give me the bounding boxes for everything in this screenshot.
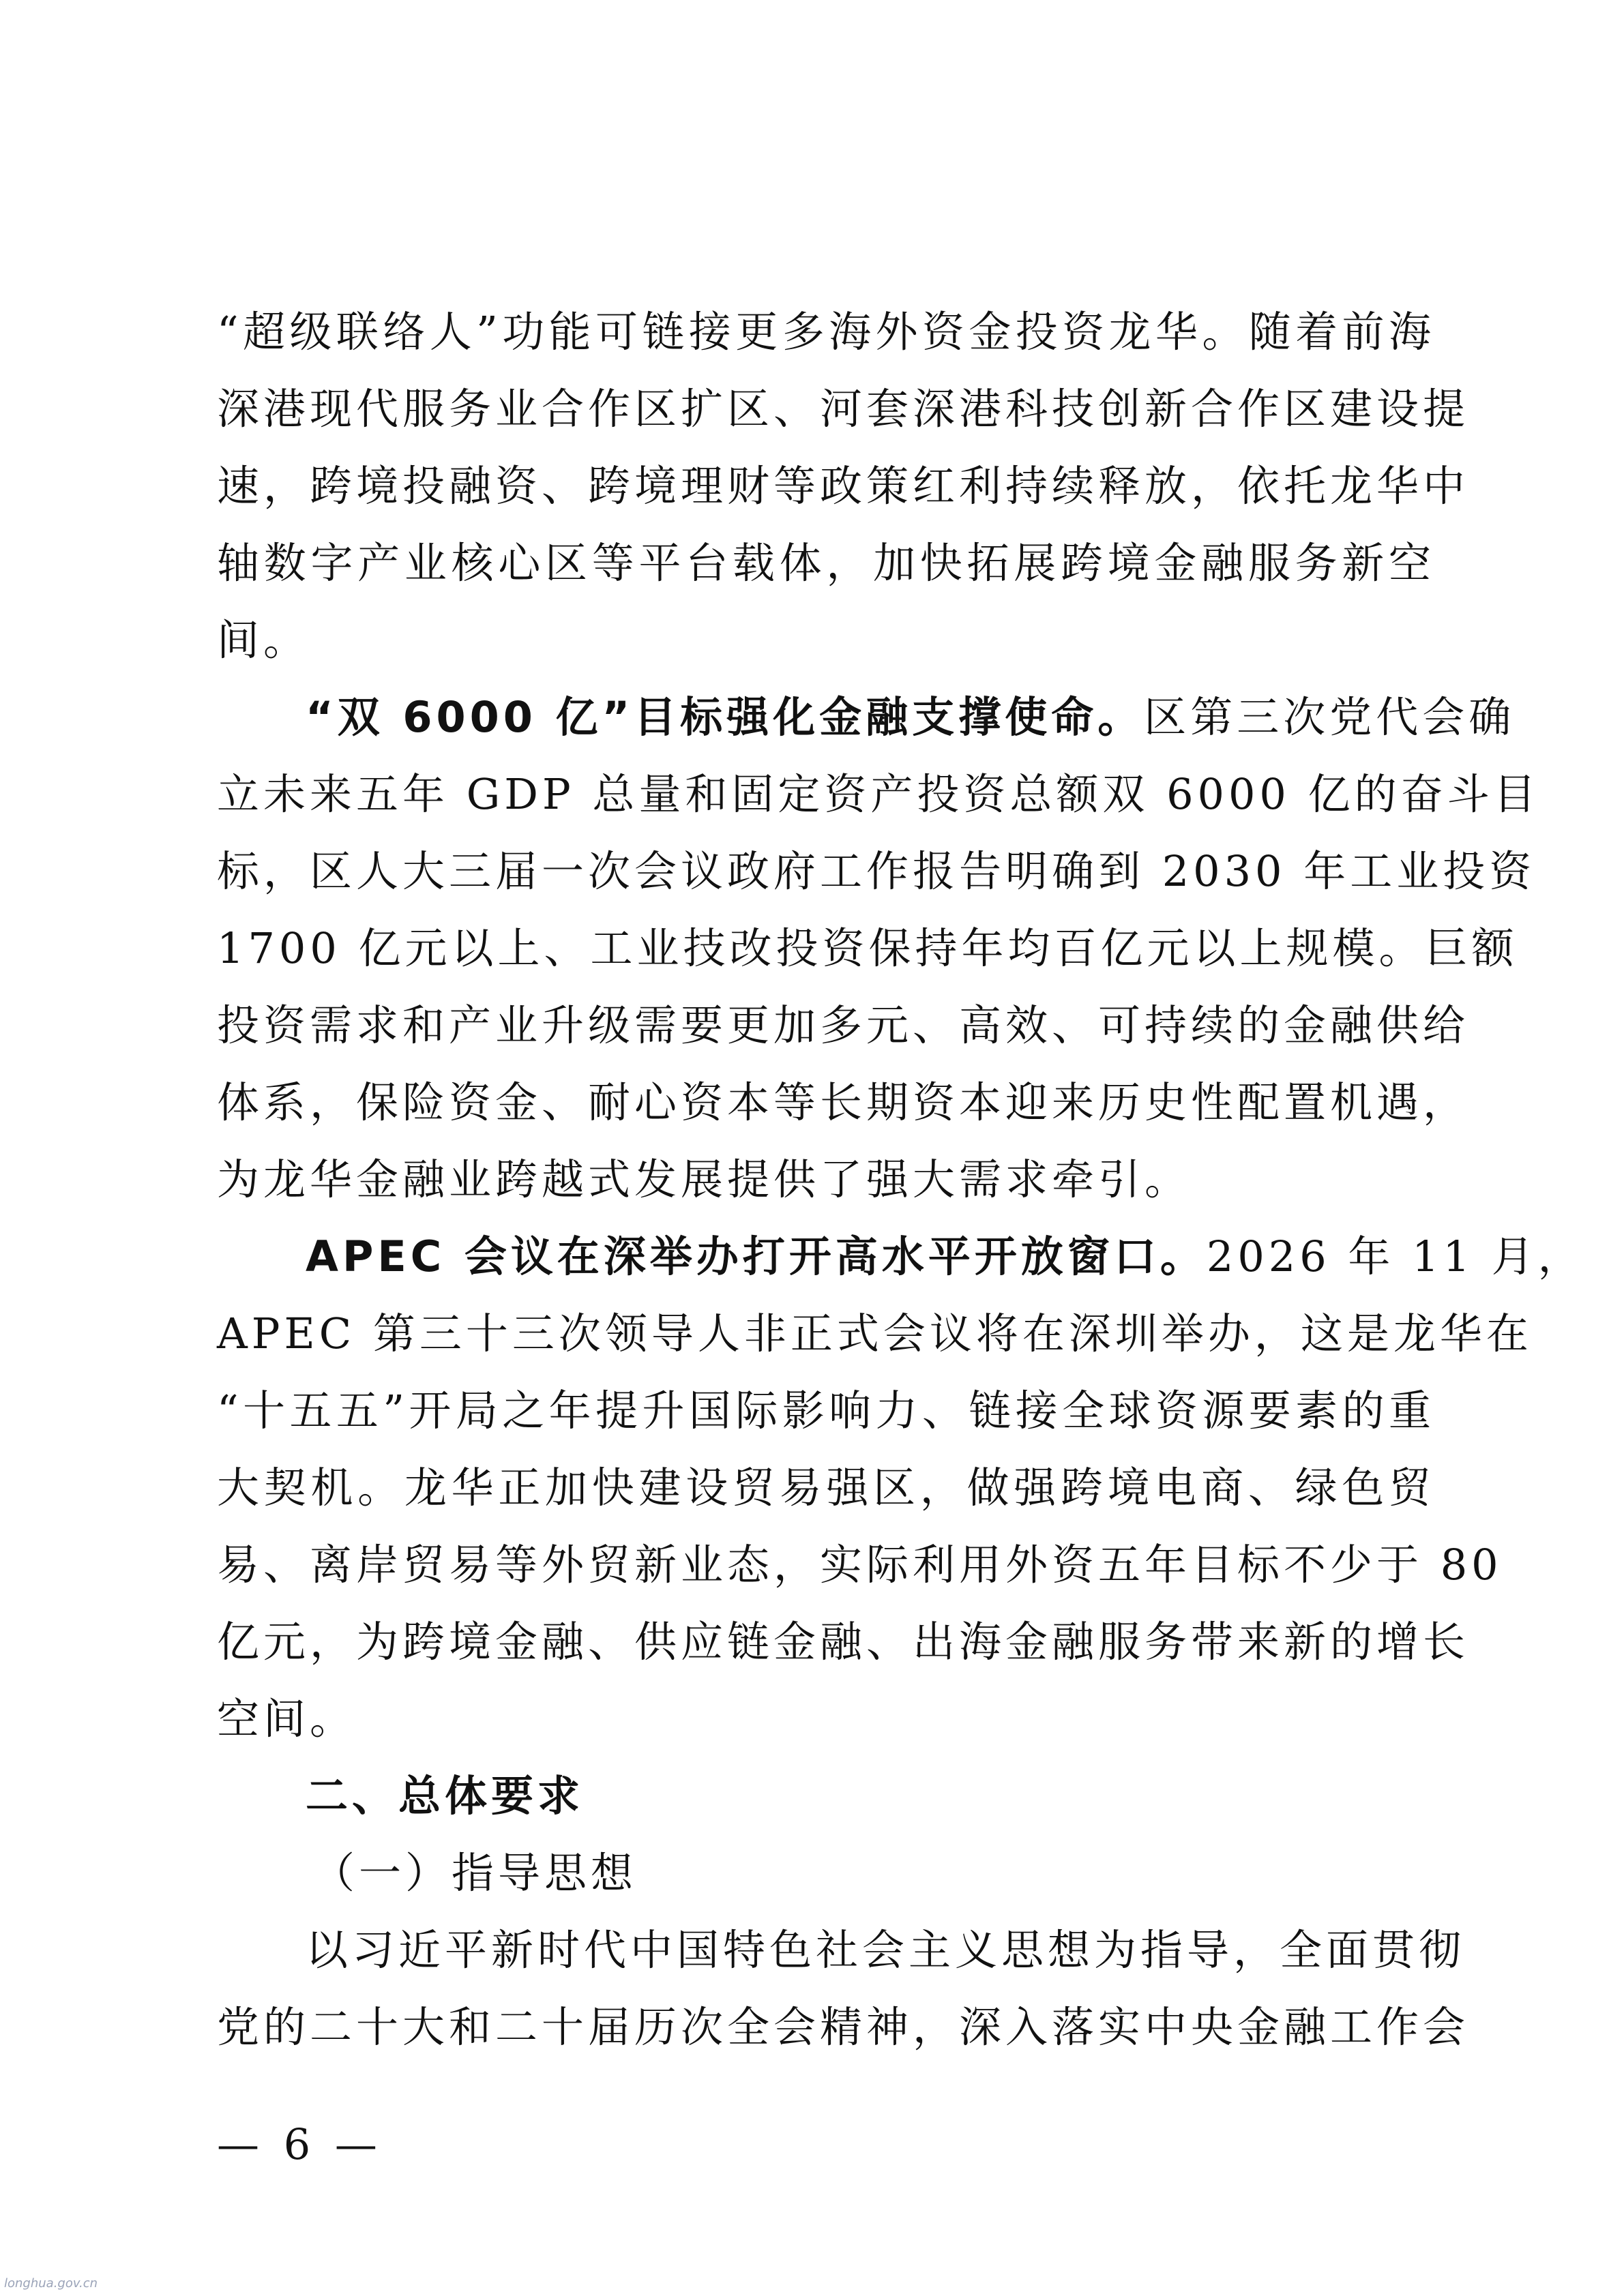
text-line: 间。 <box>217 615 310 665</box>
text-line: 速，跨境投融资、跨境理财等政策红利持续释放，依托龙华中 <box>217 461 1470 511</box>
paragraph-lead: “双 6000 亿”目标强化金融支撑使命。 <box>306 692 1145 742</box>
paragraph-apec <box>217 1218 1584 1757</box>
text-line: 亿元，为跨境金融、供应链金融、出海金融服务带来新的增长 <box>217 1617 1470 1667</box>
page-number: — 6 — <box>217 2119 383 2169</box>
text-line: APEC 第三十三次领导人非正式会议将在深圳举办，这是龙华在 <box>217 1309 1533 1358</box>
text-line: 大契机。龙华正加快建设贸易强区，做强跨境电商、绿色贸 <box>217 1463 1435 1512</box>
paragraph-lead-rest: 区第三次党代会确 <box>1144 692 1516 742</box>
text-line: 1700 亿元以上、工业技改投资保持年均百亿元以上规模。巨额 <box>217 923 1518 973</box>
source-watermark: longhua.gov.cn <box>4 2276 98 2291</box>
text-line: 立未来五年 GDP 总量和固定资产投资总额双 6000 亿的奋斗目 <box>217 769 1540 819</box>
document-body <box>217 293 1584 2066</box>
text-line <box>217 1218 1584 1295</box>
paragraph-guiding-thought <box>217 1911 1470 2066</box>
subsection-heading: （一）指导思想 <box>312 1848 638 1898</box>
text-line: 投资需求和产业升级需要更加多元、高效、可持续的金融供给 <box>217 1000 1470 1050</box>
text-line: 空间。 <box>217 1694 357 1744</box>
section-heading: 二、总体要求 <box>306 1771 585 1821</box>
text-line: 轴数字产业核心区等平台载体，加快拓展跨境金融服务新空 <box>217 538 1435 588</box>
paragraph-lead-rest: 2026 年 11 月， <box>1206 1232 1584 1281</box>
paragraph-lead: APEC 会议在深举办打开高水平开放窗口。 <box>306 1232 1207 1281</box>
text-line: 体系，保险资金、耐心资本等长期资本迎来历史性配置机遇， <box>217 1077 1470 1127</box>
text-line <box>217 679 1516 756</box>
text-line: 党的二十大和二十届历次全会精神，深入落实中央金融工作会 <box>217 2002 1470 2052</box>
paragraph-double-6000 <box>217 679 1540 1218</box>
text-line: “超级联络人”功能可链接更多海外资金投资龙华。随着前海 <box>217 307 1435 357</box>
text-line: 易、离岸贸易等外贸新业态，实际利用外资五年目标不少于 80 <box>217 1540 1503 1590</box>
paragraph-cross-border <box>217 293 1470 679</box>
text-line: 标，区人大三届一次会议政府工作报告明确到 2030 年工业投资 <box>217 846 1536 896</box>
text-line: 深港现代服务业合作区扩区、河套深港科技创新合作区建设提 <box>217 384 1470 434</box>
text-line: “十五五”开局之年提升国际影响力、链接全球资源要素的重 <box>217 1386 1435 1435</box>
text-line: 以习近平新时代中国特色社会主义思想为指导，全面贯彻 <box>306 1925 1466 1975</box>
text-line: 为龙华金融业跨越式发展提供了强大需求牵引。 <box>217 1154 1192 1204</box>
